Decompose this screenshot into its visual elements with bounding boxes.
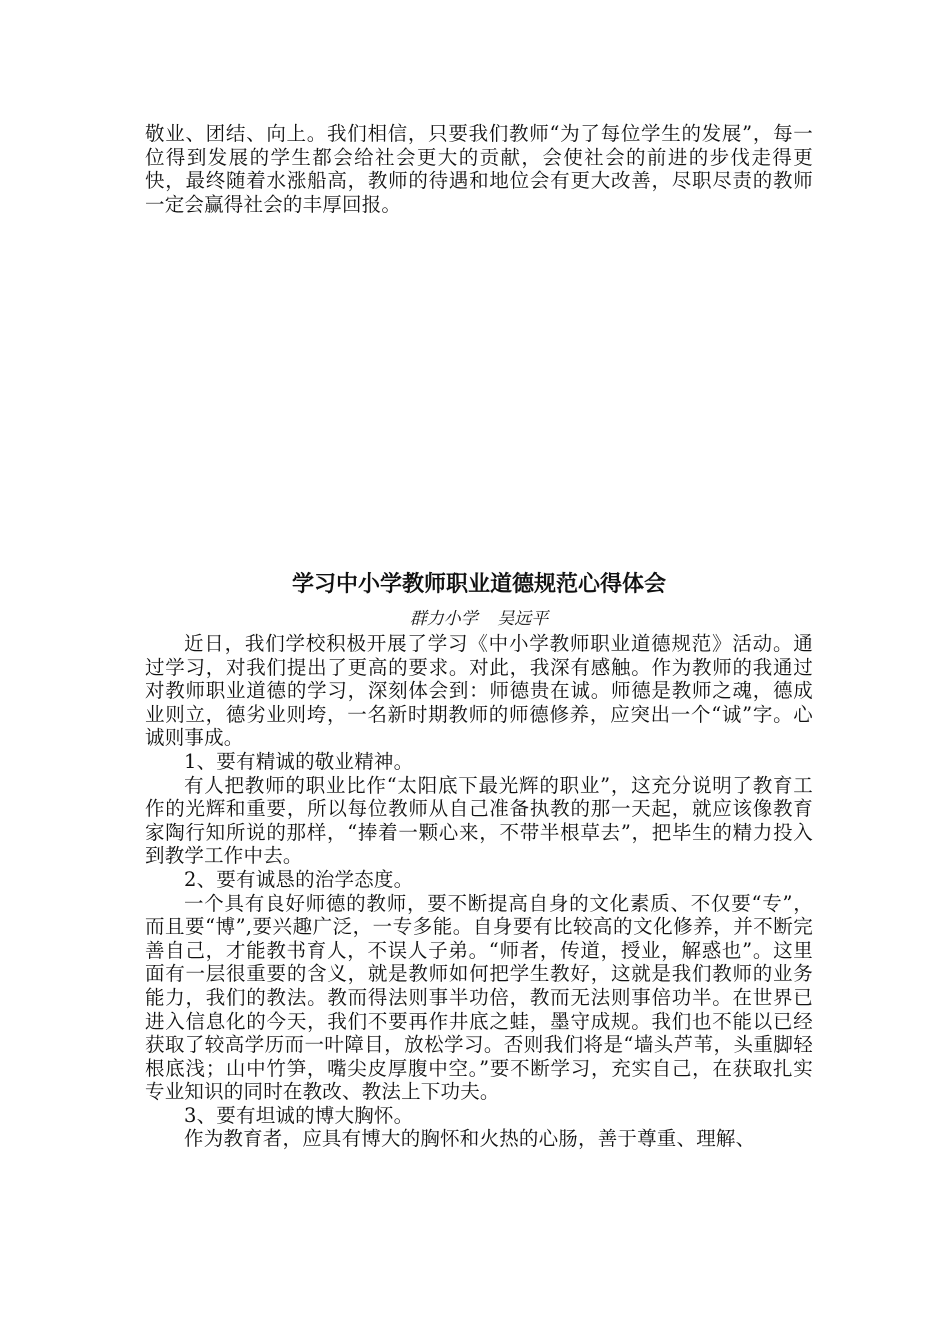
- article-title: 学习中小学教师职业道德规范心得体会: [291, 572, 666, 597]
- section-heading: 3、要有坦诚的博大胸怀。: [184, 1103, 414, 1127]
- author-byline: 群力小学 吴远平: [409, 609, 549, 629]
- previous-article-ending: [145, 122, 813, 216]
- body-paragraph: 有人把教师的职业比作“太阳底下最光辉的职业”，这充分说明了教育工作的光辉和重要，所以每位教师从自己准备执教的那一天起，就应该像教育家陶行知所说的那样，“捧着一颗心来，不带半根草去”，把毕生的精力投入到教学工作中去。: [145, 773, 813, 868]
- section-heading: 1、要有精诚的敬业精神。: [184, 749, 414, 773]
- article-body: [145, 632, 813, 1151]
- body-paragraph: 一个具有良好师德的教师，要不断提高自身的文化素质、不仅要“专”，而且要“博”,要兴趣广泛，一专多能。自身要有比较高的文化修养，并不断完善自己，才能教书育人，不误人子弟。“师者，传道，授业，解惑也”。这里面有一层很重要的含义，就是教师如何把学生教好，这就是我们教师的业务能力，我们的教法。教而得法则事半功倍，教而无法则事倍功半。在世界已进入信息化的今天，我们不要再作井底之蛙，墨守成规。我们也不能以已经获取了较高学历而一叶障目，放松学习。否则我们将是“墙头芦苇，头重脚轻根底浅；山中竹笋，嘴尖皮厚腹中空。”要不断学习，充实自己，在获取扎实专业知识的同时在教改、教法上下功夫。: [145, 891, 813, 1104]
- body-paragraph: 作为教育者，应具有博大的胸怀和火热的心肠，善于尊重、理解、: [184, 1127, 756, 1151]
- section-heading: 2、要有诚恳的治学态度。: [184, 867, 414, 891]
- continuation-paragraph: 敬业、团结、向上。我们相信，只要我们教师“为了每位学生的发展”，每一位得到发展的学生都会给社会更大的贡献，会使社会的前进的步伐走得更快，最终随着水涨船高，教师的待遇和地位会有更大改善，尽职尽责的教师一定会赢得社会的丰厚回报。: [145, 122, 813, 216]
- body-paragraph: 近日，我们学校积极开展了学习《中小学教师职业道德规范》活动。通过学习，对我们提出了更高的要求。对此，我深有感触。作为教师的我通过对教师职业道德的学习，深刻体会到：师德贵在诚。师德是教师之魂，德成业则立，德劣业则垮，一名新时期教师的师德修养，应突出一个“诚”字。心诚则事成。: [145, 632, 813, 750]
